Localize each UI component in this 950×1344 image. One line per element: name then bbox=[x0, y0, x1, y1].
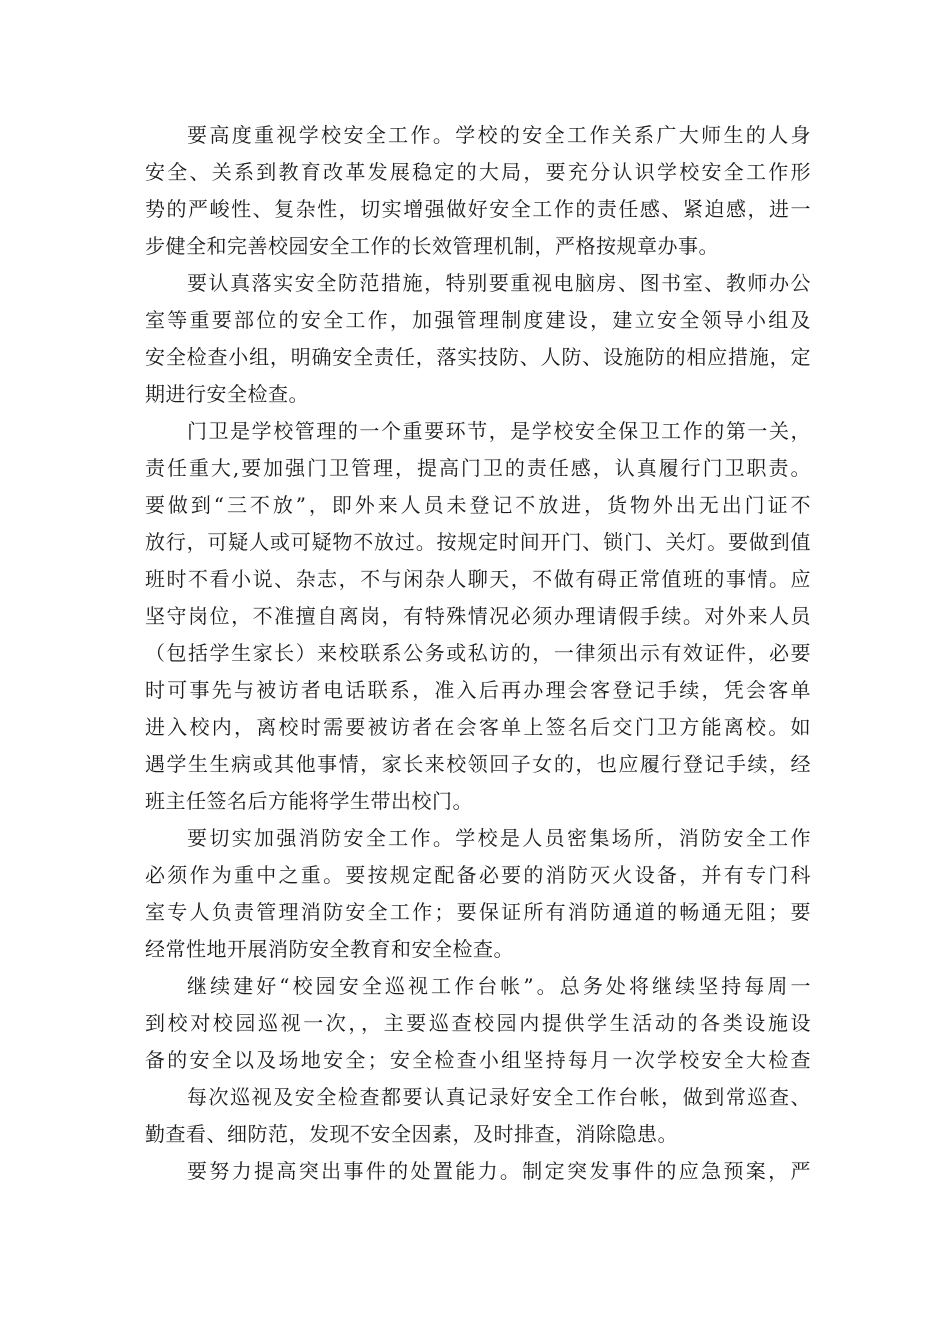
paragraph-line: 勤查看、细防范，发现不安全因素，及时排查，消除隐患。 bbox=[145, 1122, 678, 1146]
paragraph-line: 责任重大,要加强门卫管理，提高门卫的责任感，认真履行门卫职责。 bbox=[145, 456, 811, 480]
paragraph-line: 时可事先与被访者电话联系，准入后再办理会客登记手续，凭会客单 bbox=[145, 678, 811, 702]
paragraph-line: 安全、关系到教育改革发展稳定的大局，要充分认识学校安全工作形 bbox=[145, 160, 811, 184]
paragraph-line: 进入校内，离校时需要被访者在会客单上签名后交门卫方能离校。如 bbox=[145, 715, 811, 739]
paragraph-line: 班时不看小说、杂志，不与闲杂人聊天，不做有碍正常值班的事情。应 bbox=[145, 567, 811, 591]
paragraph-line: 经常性地开展消防安全教育和安全检查。 bbox=[145, 937, 514, 961]
paragraph-line: 坚守岗位，不准擅自离岗，有特殊情况必须办理请假手续。对外来人员 bbox=[145, 604, 811, 628]
paragraph-line: 室专人负责管理消防安全工作；要保证所有消防通道的畅通无阻；要 bbox=[145, 900, 811, 924]
paragraph-line: 室等重要部位的安全工作，加强管理制度建设，建立安全领导小组及 bbox=[145, 308, 811, 332]
paragraph-line: 班主任签名后方能将学生带出校门。 bbox=[145, 789, 473, 813]
paragraph-line: 要做到“三不放”，即外来人员未登记不放进，货物外出无出门证不 bbox=[145, 493, 811, 517]
paragraph-line: 到校对校园巡视一次，，主要巡查校园内提供学生活动的各类设施设 bbox=[145, 1011, 811, 1035]
paragraph-line: 门卫是学校管理的一个重要环节，是学校安全保卫工作的第一关， bbox=[187, 419, 811, 443]
paragraph-line: 要高度重视学校安全工作。学校的安全工作关系广大师生的人身 bbox=[187, 123, 811, 147]
paragraph-line: 期进行安全检查。 bbox=[145, 382, 309, 406]
paragraph-line: 备的安全以及场地安全；安全检查小组坚持每月一次学校安全大检查 bbox=[145, 1048, 811, 1072]
paragraph-line: 继续建好“校园安全巡视工作台帐”。总务处将继续坚持每周一 bbox=[187, 974, 811, 998]
paragraph-line: （包括学生家长）来校联系公务或私访的，一律须出示有效证件，必要 bbox=[145, 641, 811, 665]
paragraph-line: 遇学生生病或其他事情，家长来校领回子女的，也应履行登记手续，经 bbox=[145, 752, 811, 776]
paragraph-line: 要切实加强消防安全工作。学校是人员密集场所，消防安全工作 bbox=[187, 826, 811, 850]
paragraph-line: 放行，可疑人或可疑物不放过。按规定时间开门、锁门、关灯。要做到值 bbox=[145, 530, 811, 554]
paragraph-line: 要认真落实安全防范措施，特别要重视电脑房、图书室、教师办公 bbox=[187, 271, 811, 295]
paragraph-line: 每次巡视及安全检查都要认真记录好安全工作台帐，做到常巡查、 bbox=[187, 1085, 811, 1109]
paragraph-line: 势的严峻性、复杂性，切实增强做好安全工作的责任感、紧迫感，进一 bbox=[145, 197, 811, 221]
paragraph-line: 步健全和完善校园安全工作的长效管理机制，严格按规章办事。 bbox=[145, 234, 719, 258]
paragraph-line: 要努力提高突出事件的处置能力。制定突发事件的应急预案，严 bbox=[187, 1159, 811, 1183]
paragraph-line: 必须作为重中之重。要按规定配备必要的消防灭火设备，并有专门科 bbox=[145, 863, 811, 887]
paragraph-line: 安全检查小组，明确安全责任，落实技防、人防、设施防的相应措施，定 bbox=[145, 345, 811, 369]
